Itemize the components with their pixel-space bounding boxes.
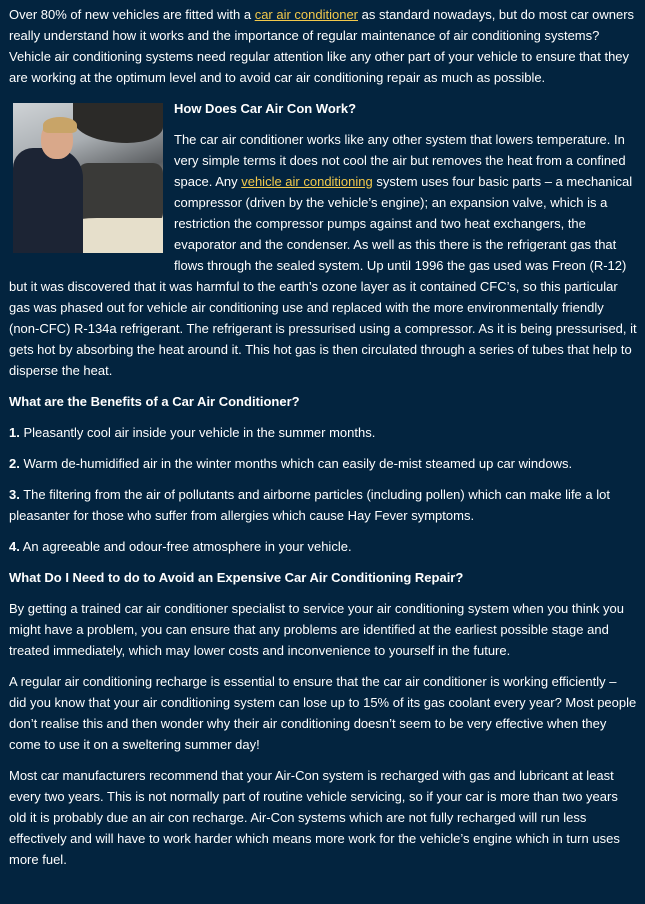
benefit-item — [9, 536, 637, 557]
heading-benefits: What are the Benefits of a Car Air Conditioner? — [9, 394, 300, 409]
item-text: Warm de-humidified air in the winter months which can easily de-mist steamed up car windows. — [19, 456, 573, 471]
intro-text-rest: as standard nowadays, but do most car owners really understand how it works and the importance of regular maintenance of air conditioning systems? Vehicle air conditioning systems need regular attention like any other part of your vehicle to ensure that they are working at the optimum level and to avoid car air conditioning repair as much as possible. — [9, 7, 635, 85]
mechanic-photo — [13, 103, 163, 253]
repair-paragraph: A regular air conditioning recharge is essential to ensure that the car air conditioner is working efficiently – did you know that your air conditioning system can lose up to 15% of its gas coolant every year? Most people don’t realise this and then wonder why their air conditioning doesn’t seem to be very effective when they come to use it on a sweltering summer day! — [9, 674, 637, 752]
repair-paragraph: By getting a trained car air conditioner specialist to service your air conditioning system when you think you might have a problem, you can ensure that any problems are identified at the earliest possible stage and treated immediately, which may lower costs and inconvenience to yourself in the future. — [9, 601, 624, 658]
item-text: Pleasantly cool air inside your vehicle in the summer months. — [19, 425, 376, 440]
benefit-item — [9, 453, 637, 474]
heading-avoid-repair: What Do I Need to do to Avoid an Expensive Car Air Conditioning Repair? — [9, 570, 464, 585]
item-text: An agreeable and odour-free atmosphere in your vehicle. — [19, 539, 352, 554]
item-number: 2. — [9, 456, 20, 471]
item-number: 1. — [9, 425, 20, 440]
item-number: 3. — [9, 487, 20, 502]
repair-paragraph: Most car manufacturers recommend that your Air-Con system is recharged with gas and lubricant at least every two years. This is not normally part of routine vehicle servicing, so if your car is more than two years old it is probably due an air con recharge. Air-Con systems which are not fully recharged will run less effectively and will have to work harder which means more work for the vehicle’s engine which in turn uses more fuel. — [9, 768, 620, 867]
benefit-item — [9, 422, 637, 443]
intro-text: Over 80% of new vehicles are fitted with a — [9, 7, 255, 22]
benefit-item — [9, 484, 637, 526]
paragraph-text: The car air conditioner works like any other system that lowers temperature. In very simple terms it does not cool the air but removes the heat from a confined space. Any — [174, 132, 626, 189]
intro-paragraph — [9, 4, 637, 88]
item-number: 4. — [9, 539, 20, 554]
item-text: The filtering from the air of pollutants and airborne particles (including pollen) which can make life a lot pleasanter for those who suffer from allergies which cause Hay Fever symptoms. — [9, 487, 610, 523]
car-air-conditioner-link[interactable]: car air conditioner — [254, 7, 359, 22]
heading-how-it-works: How Does Car Air Con Work? — [174, 101, 357, 116]
vehicle-air-conditioning-link[interactable]: vehicle air conditioning — [241, 174, 373, 189]
paragraph-text-rest: system uses four basic parts – a mechanical compressor (driven by the vehicle’s engine); an expansion valve, which is a restriction the compressor pumps against and two heat exchangers, the evaporator and the condenser. As well as this there is the refrigerant gas that flows through the sealed system. Up until 1996 the gas used was Freon (R-12) but it was discovered that it was harmful to the earth’s ozone layer as it contained CFC’s, so this particular gas was phased out for vehicle air conditioning use and replaced with the more environmentally friendly (non-CFC) R-134a refrigerant. The refrigerant is pressurised using a compressor. As it is being pressurised, it gets hot by absorbing the heat around it. This hot gas is then circulated through a series of tubes that help to disperse the heat. — [9, 174, 637, 378]
